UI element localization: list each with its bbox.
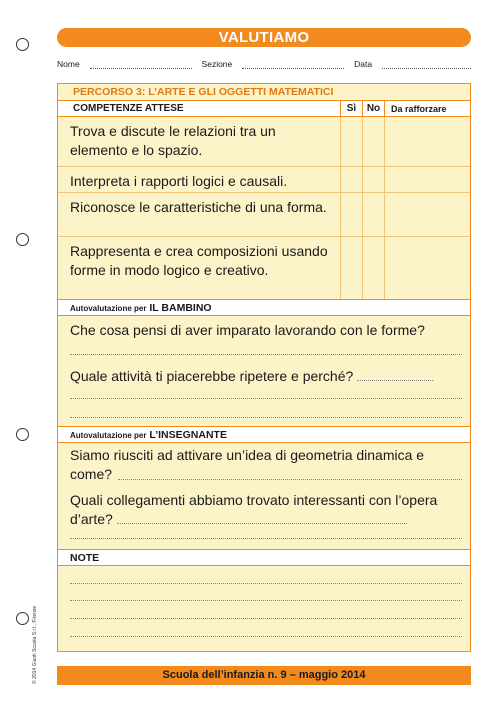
binder-hole-2 — [16, 233, 29, 246]
table-row — [58, 193, 470, 237]
binder-hole-4 — [16, 612, 29, 625]
answer-line-inline[interactable] — [357, 380, 433, 381]
no-checkbox[interactable] — [362, 167, 384, 192]
da-rafforzare-checkbox[interactable] — [384, 117, 470, 166]
sezione-label: Sezione — [201, 59, 233, 69]
col-si-header: Sì — [340, 101, 362, 116]
competenza-text: Interpreta i rapporti logici e causali. — [70, 173, 288, 189]
col-da-header: Da rafforzare — [384, 101, 470, 116]
nome-label: Nome — [57, 59, 80, 69]
data-label: Data — [354, 59, 373, 69]
note-heading-label: NOTE — [70, 552, 100, 564]
answer-line[interactable] — [70, 417, 462, 418]
competenza-text: Rappresenta e crea composizioni usando forme in modo logico e creativo. — [70, 243, 328, 278]
si-checkbox[interactable] — [340, 237, 362, 300]
competenze-table — [58, 100, 470, 300]
bambino-question-2-text: Quale attività ti piacerebbe ripetere e perché? — [70, 368, 354, 384]
binder-hole-1 — [16, 38, 29, 51]
da-rafforzare-checkbox[interactable] — [384, 237, 470, 300]
answer-line[interactable] — [118, 479, 462, 480]
answer-line[interactable] — [70, 398, 462, 399]
col-no-header: No — [362, 101, 384, 116]
si-checkbox[interactable] — [340, 167, 362, 192]
table-row — [58, 167, 470, 193]
insegnante-question-1: Siamo riusciti ad attivare un’idea di geometria dinamica e come? — [70, 447, 425, 482]
note-line[interactable] — [70, 583, 462, 584]
competenze-header-row — [58, 100, 470, 117]
da-rafforzare-checkbox[interactable] — [384, 167, 470, 192]
no-checkbox[interactable] — [362, 237, 384, 300]
answer-line[interactable] — [70, 538, 462, 539]
data-field[interactable] — [382, 61, 471, 69]
page-title: VALUTIAMO — [57, 28, 471, 47]
percorso-title: PERCORSO 3: L’ARTE E GLI OGGETTI MATEMATICI — [73, 86, 334, 98]
insegnante-heading-label: L’INSEGNANTE — [149, 429, 227, 441]
table-row — [58, 237, 470, 300]
bambino-heading — [58, 299, 470, 316]
note-line[interactable] — [70, 636, 462, 637]
insegnante-heading — [58, 426, 470, 443]
da-rafforzare-checkbox[interactable] — [384, 193, 470, 236]
sezione-field[interactable] — [242, 61, 344, 69]
no-checkbox[interactable] — [362, 193, 384, 236]
competenza-text: Trova e discute le relazioni tra un elemento e lo spazio. — [70, 123, 276, 158]
table-row — [58, 117, 470, 167]
bambino-heading-label: IL BAMBINO — [149, 302, 212, 314]
note-line[interactable] — [70, 600, 462, 601]
insegnante-heading-prefix: Autovalutazione per — [70, 431, 147, 440]
binder-hole-3 — [16, 428, 29, 441]
bambino-question-2 — [70, 367, 462, 386]
bambino-heading-prefix: Autovalutazione per — [70, 304, 147, 313]
si-checkbox[interactable] — [340, 117, 362, 166]
bambino-question-1: Che cosa pensi di aver imparato lavorando con le forme? — [70, 322, 425, 338]
competenze-header: COMPETENZE ATTESE — [73, 103, 184, 114]
note-heading — [58, 549, 470, 566]
answer-line[interactable] — [70, 354, 462, 355]
copyright-text: © 2014 Giunti Scuola S.r.l., Firenze — [32, 605, 38, 684]
competenza-text: Riconosce le caratteristiche di una forma. — [70, 199, 327, 215]
footer-bar: Scuola dell’infanzia n. 9 – maggio 2014 — [57, 666, 471, 685]
insegnante-question-2 — [70, 491, 462, 529]
nome-field[interactable] — [90, 61, 192, 69]
insegnante-question-2-text: Quali collegamenti abbiamo trovato interessanti con l’opera d’arte? — [70, 492, 438, 527]
answer-line-inline[interactable] — [117, 523, 407, 524]
note-line[interactable] — [70, 618, 462, 619]
si-checkbox[interactable] — [340, 193, 362, 236]
evaluation-frame — [57, 83, 471, 652]
no-checkbox[interactable] — [362, 117, 384, 166]
student-info-row — [57, 59, 471, 69]
